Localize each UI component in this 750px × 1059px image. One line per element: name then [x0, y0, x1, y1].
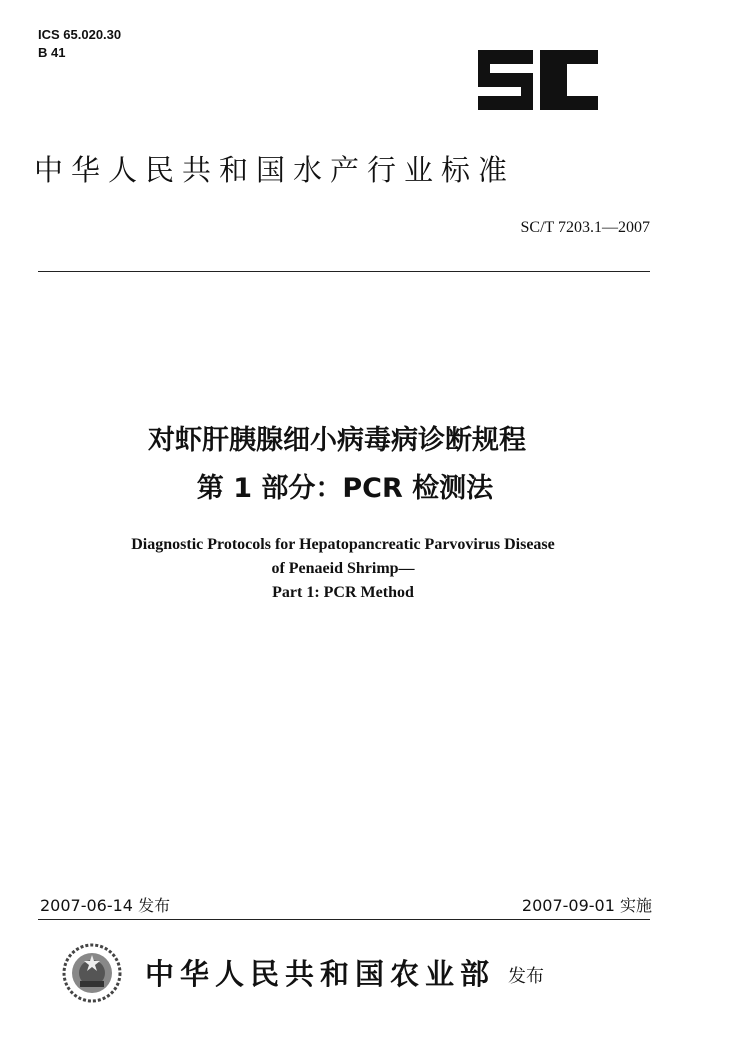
title-cn-line1: 对虾肝胰腺细小病毒病诊断规程 — [148, 425, 526, 456]
ics-code: ICS 65.020.30 — [38, 27, 122, 42]
title-en-line1: Diagnostic Protocols for Hepatopancreatic Parvovirus Disease — [131, 536, 555, 553]
title-cn-line2: 第 1 部分：PCR 检测法 — [196, 473, 494, 504]
standard-category: 中华人民共和国水产行业标准 — [34, 153, 516, 187]
ccs-code: B 41 — [38, 45, 66, 60]
issue-date: 2007-06-14 发布 — [40, 896, 171, 915]
title-en-line3: Part 1: PCR Method — [272, 584, 414, 601]
implementation-date: 2007-09-01 实施 — [521, 896, 652, 915]
sc-logo — [478, 50, 598, 110]
title-en-line2: of Penaeid Shrimp— — [271, 560, 415, 577]
classification-codes — [38, 26, 121, 62]
publish-suffix: 发布 — [508, 966, 544, 987]
publisher-name: 中华人民共和国农业部 — [145, 957, 496, 991]
bottom-divider — [38, 919, 650, 920]
top-divider — [38, 271, 650, 272]
standard-number: SC/T 7203.1—2007 — [520, 219, 650, 236]
national-emblem-icon — [62, 943, 122, 1003]
